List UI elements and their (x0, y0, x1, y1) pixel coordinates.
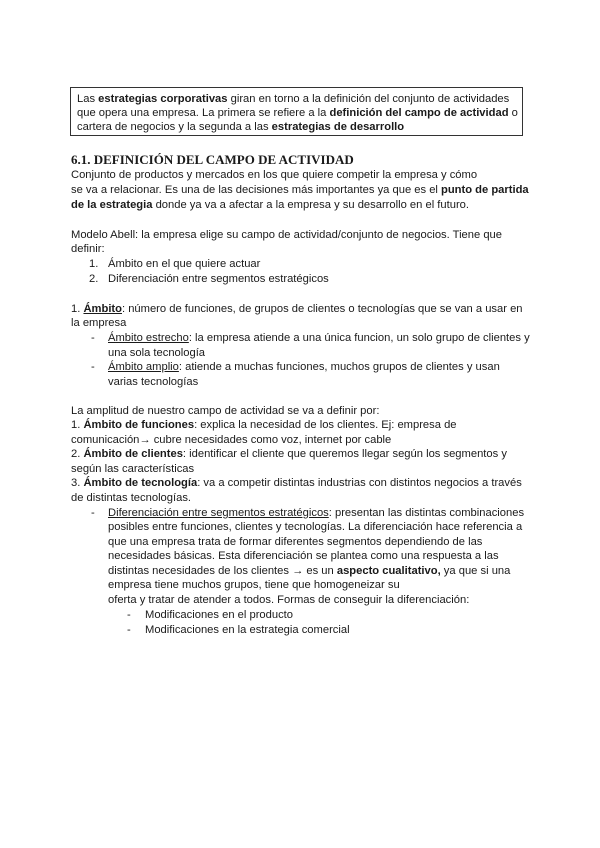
diff-line-6: empresa tiene muchos grupos, tiene que homogeneizar su (108, 579, 400, 591)
intro-line-2: que opera una empresa. La primera se refiere a la definición del campo de actividad o (77, 107, 518, 119)
p1-line-1: Conjunto de productos y mercados en los que quiere competir la empresa y cómo (71, 169, 478, 181)
technology-line-2: de distintas tecnologías. (71, 492, 192, 504)
p3-line-1: 1. Ámbito: número de funciones, de grupos de clientes o tecnologías que se van a usar en (71, 303, 523, 315)
diff-line-7: oferta y tratar de atender a todos. Formas de conseguir la diferenciación: (108, 594, 470, 606)
dash-bullet: - (91, 332, 95, 344)
clients-line-2: según las características (71, 463, 195, 475)
intro-line-1: Las estrategias corporativas giran en torno a la definición del conjunto de actividades (77, 93, 510, 105)
wide-scope-line-1: Ámbito amplio: atiende a muchas funciones, muchos grupos de clientes y usan (108, 361, 500, 373)
dash-bullet: - (127, 609, 131, 621)
p2-line-2: definir: (71, 243, 105, 255)
p1-line-3: de la estrategia donde ya va a afectar a la empresa y su desarrollo en el futuro. (71, 199, 470, 211)
clients-line-1: 2. Ámbito de clientes: identificar el cliente que queremos llegar según los segmentos y (71, 448, 507, 460)
list-item-2: Diferenciación entre segmentos estratégicos (108, 273, 329, 285)
diff-line-3: que una empresa trata de formar diferentes segmentos dependiendo de las (108, 536, 483, 548)
narrow-scope-line-1: Ámbito estrecho: la empresa atiende a una única funcion, un solo grupo de clientes y (108, 332, 530, 344)
p2-line-1: Modelo Abell: la empresa elige su campo de actividad/conjunto de negocios. Tiene que (71, 229, 502, 241)
p3-line-2: la empresa (71, 317, 127, 329)
list-item-2-num: 2. (89, 273, 99, 285)
diff-line-5: distintas necesidades de los clientes → es un aspecto cualitativo, ya que si una (108, 565, 511, 577)
wide-scope-line-2: varias tecnologías (108, 376, 199, 388)
diff-line-4: necesidades básicas. Esta diferenciación se plantea como una respuesta a las (108, 550, 499, 562)
diff-line-1: Diferenciación entre segmentos estratégicos: presentan las distintas combinaciones (108, 507, 525, 519)
functions-line-1: 1. Ámbito de funciones: explica la necesidad de los clientes. Ej: empresa de (71, 419, 457, 431)
p1-line-2: se va a relacionar. Es una de las decisiones más importantes ya que es el punto de partida (71, 184, 529, 196)
section-title: 6.1. DEFINICIÓN DEL CAMPO DE ACTIVIDAD (71, 152, 354, 167)
sub-item-1: Modificaciones en el producto (145, 609, 294, 621)
list-item-1-num: 1. (89, 258, 99, 270)
dash-bullet: - (91, 507, 95, 519)
technology-line-1: 3. Ámbito de tecnología: va a competir distintas industrias con distintos negocios a través (71, 477, 522, 489)
intro-line-3: cartera de negocios y la segunda a las estrategias de desarrollo (77, 121, 405, 133)
dash-bullet: - (91, 361, 95, 373)
diff-line-2: posibles entre funciones, clientes y tecnologías. La diferenciación hace referencia a (108, 521, 523, 533)
functions-line-2: comunicación→ cubre necesidades como voz, internet por cable (71, 434, 392, 446)
dash-bullet: - (127, 624, 131, 636)
list-item-1: Ámbito en el que quiere actuar (108, 258, 261, 270)
sub-item-2: Modificaciones en la estrategia comercial (145, 624, 350, 636)
narrow-scope-line-2: una sola tecnología (108, 347, 206, 359)
p4-intro: La amplitud de nuestro campo de actividad se va a definir por: (71, 405, 380, 417)
